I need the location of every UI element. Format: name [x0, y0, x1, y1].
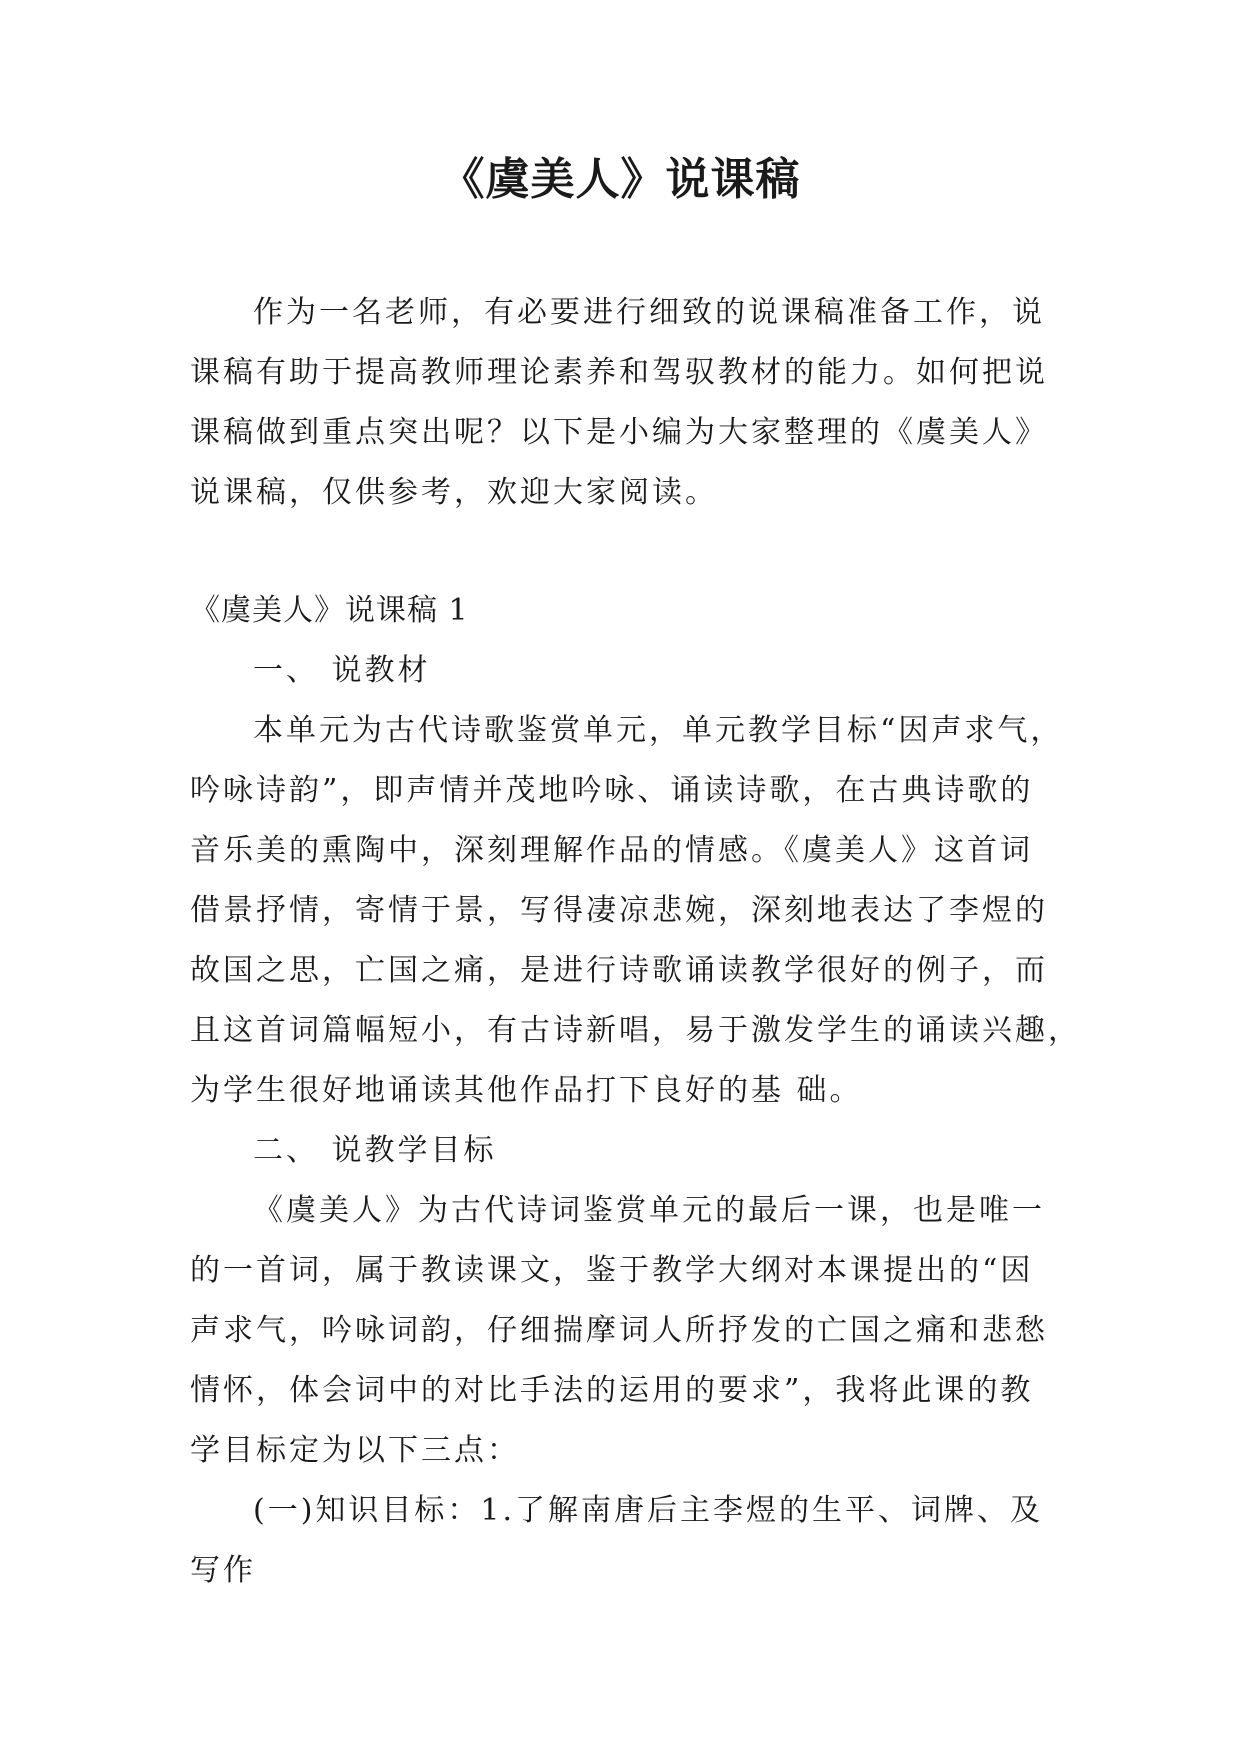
body-line: 情怀，体会词中的对比手法的运用的要求”，我将此课的教: [190, 1373, 1034, 1408]
subsection-heading: 二、 说教学目标: [253, 1133, 497, 1168]
document-title: 《虞美人》说课稿: [440, 154, 801, 205]
body-line: 借景抒情，寄情于景，写得凄凉悲婉，深刻地表达了李煜的: [190, 893, 1048, 928]
body-line: 写作: [190, 1553, 256, 1588]
intro-line: 课稿有助于提高教师理论素养和驾驭教材的能力。如何把说: [190, 355, 1048, 390]
intro-line: 说课稿，仅供参考，欢迎大家阅读。: [190, 475, 718, 510]
section-heading: 《虞美人》说课稿 1: [190, 593, 469, 628]
body-line: 音乐美的熏陶中，深刻理解作品的情感。《虞美人》这首词: [190, 833, 1033, 868]
body-line: 故国之思，亡国之痛，是进行诗歌诵读教学很好的例子，而: [190, 953, 1048, 988]
body-line: 本单元为古代诗歌鉴赏单元，单元教学目标“因声求气，: [253, 713, 1064, 748]
body-line: 且这首词篇幅短小，有古诗新唱，易于激发学生的诵读兴趣，: [190, 1013, 1081, 1048]
intro-line: 作为一名老师，有必要进行细致的说课稿准备工作，说: [253, 295, 1045, 330]
subsection-heading: 一、 说教材: [253, 653, 431, 688]
body-line: 学目标定为以下三点：: [190, 1433, 520, 1468]
body-text: [190, 641, 1081, 1601]
body-line: 声求气，吟咏词韵，仔细揣摩词人所抒发的亡国之痛和悲愁: [190, 1313, 1048, 1348]
body-line: 为学生很好地诵读其他作品打下良好的基 础。: [190, 1073, 863, 1108]
intro-line: 课稿做到重点突出呢？以下是小编为大家整理的《虞美人》: [190, 415, 1048, 450]
body-line: 的一首词，属于教读课文，鉴于教学大纲对本课提出的“因: [190, 1253, 1034, 1288]
intro-paragraph: [190, 283, 1050, 523]
body-line: (一)知识目标：1.了解南唐后主李煜的生平、词牌、及: [253, 1493, 1044, 1528]
body-line: 吟咏诗韵”，即声情并茂地吟咏、诵读诗歌，在古典诗歌的: [190, 773, 1034, 808]
body-line: 《虞美人》为古代诗词鉴赏单元的最后一课，也是唯一: [253, 1193, 1045, 1228]
